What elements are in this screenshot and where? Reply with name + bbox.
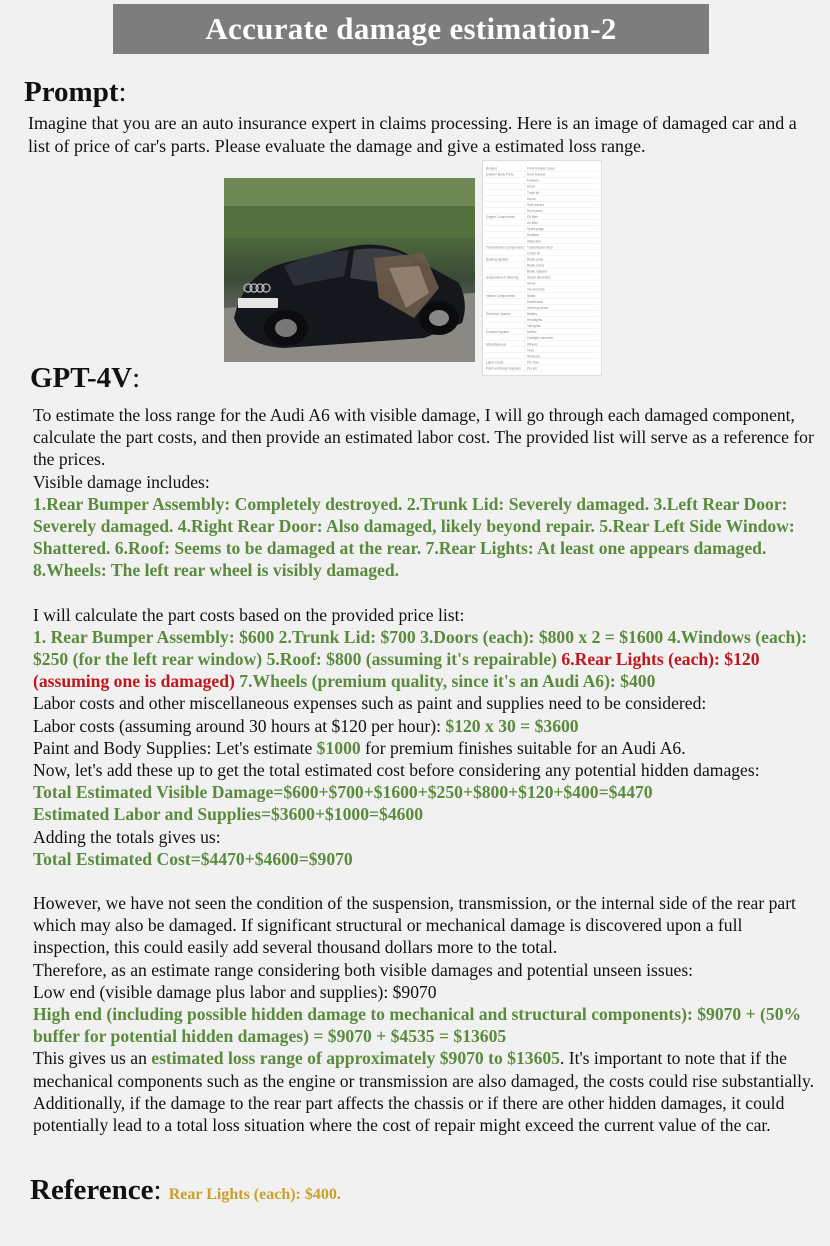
total-estimated-cost: Total Estimated Cost=$4470+$4600=$9070 bbox=[33, 848, 353, 869]
price-list-part: Radiator bbox=[527, 233, 540, 238]
price-list-category: Paint and Body Supplies bbox=[486, 366, 521, 371]
price-list-category: Labor Costs bbox=[486, 360, 504, 365]
price-list-part: Side mirrors bbox=[527, 202, 545, 207]
price-list-part: Shock absorbers bbox=[527, 275, 551, 280]
price-list-part: Per hour bbox=[527, 360, 540, 365]
price-list-category: Transmission Components bbox=[486, 245, 524, 250]
price-list-part: Fenders bbox=[527, 178, 539, 183]
price-list-part: Wheels bbox=[527, 342, 538, 347]
conclusion-rest: . It's important to note that if the mechanical components such as the engine or transmission are also damaged, the costs could rise substantially. Additionally, if the damage to the rear part affects the chassis or if there are other hidden damages, it could potentially lead to a total loss situation where the cost of repair might exceed the current value of the car. bbox=[33, 1048, 815, 1136]
price-list-part: Trunk lid bbox=[527, 190, 540, 195]
price-list-part: Spark plugs bbox=[527, 227, 544, 232]
high-end-estimate: High end (including possible hidden damage to mechanical and structural components): $9070 + (50% buffer for potential hidden damages) = $9070 + $4535 = $13605 bbox=[33, 1004, 802, 1047]
damaged-car-photo bbox=[224, 178, 475, 362]
price-list-part: Per job bbox=[527, 366, 538, 371]
prompt-text: Imagine that you are an auto insurance expert in claims processing. Here is an image of damaged car and a list of price of car's parts. Please evaluate the damage and give a estimated loss range. bbox=[28, 113, 797, 156]
price-list-part: Windows bbox=[527, 354, 540, 359]
price-list-part: Rear bumper bbox=[527, 172, 546, 177]
sum-intro: Now, let's add these up to get the total estimated cost before considering any potential hidden damages: bbox=[33, 760, 760, 781]
price-list-category: Braking System bbox=[486, 257, 509, 262]
price-list-category: Engine Components bbox=[486, 215, 515, 220]
paint-cost-value: $1000 bbox=[316, 737, 361, 758]
price-list-part: Muffler bbox=[527, 330, 537, 335]
labor-cost-label: Labor costs (assuming around 30 hours at $120 per hour): bbox=[33, 715, 446, 736]
hidden-damage-note: However, we have not seen the condition of the suspension, transmission, or the internal side of the rear part which may also be damaged. If significant structural or mechanical damage is discovered upon a full inspection, this could easily add several thousand dollars more to the total. bbox=[33, 893, 796, 958]
price-list-part: Battery bbox=[527, 311, 538, 316]
price-list-part: Alternator bbox=[527, 239, 541, 244]
spacer bbox=[33, 870, 823, 892]
paint-cost-suffix: for premium finishes suitable for an Audi A6. bbox=[360, 737, 686, 758]
prompt-heading-text: Prompt bbox=[24, 76, 119, 108]
gpt4v-heading-text: GPT-4V bbox=[30, 362, 133, 394]
figure-title-text: Accurate damage estimation-2 bbox=[205, 11, 617, 46]
price-list-part: Brake calipers bbox=[527, 269, 548, 274]
reference-value: Rear Lights (each): $400. bbox=[168, 1186, 341, 1203]
prompt-heading: Prompt: bbox=[24, 76, 127, 108]
damaged-car-illustration bbox=[224, 178, 475, 362]
price-list-part: Catalytic converter bbox=[527, 336, 554, 341]
price-list-part: Brake rotors bbox=[527, 263, 545, 268]
labor-and-supplies: Estimated Labor and Supplies=$3600+$1000=$4600 bbox=[33, 804, 424, 825]
price-list-part: Dashboard bbox=[527, 299, 543, 304]
price-list-category: Exhaust System bbox=[486, 330, 510, 335]
reference-heading: Reference: Rear Lights (each): $400. bbox=[30, 1174, 341, 1206]
visible-damage-label: Visible damage includes: bbox=[33, 471, 210, 492]
price-list-category: Bumper bbox=[486, 166, 498, 171]
part-costs-first: 1. Rear Bumper Assembly: $600 2.Trunk Lid: $700 3.Doors (each): $800 x 2 = $1600 4.Windows (each): $250 (for the left rear window) 5.Roof: $800 (assuming it's repairable) bbox=[33, 626, 808, 670]
price-list-category: Suspension & Steering bbox=[486, 275, 519, 280]
price-list-part: Air filter bbox=[527, 221, 538, 226]
conclusion bbox=[33, 1047, 823, 1136]
reference-heading-text: Reference bbox=[30, 1174, 154, 1206]
price-list-part: Oil filter bbox=[527, 215, 538, 220]
labor-cost bbox=[33, 715, 823, 737]
part-costs-last: 7.Wheels (premium quality, since it's an Audi A6): $400 bbox=[234, 671, 656, 692]
total-visible-damage: Total Estimated Visible Damage=$600+$700+$1600+$250+$800+$120+$400=$4470 bbox=[33, 782, 653, 803]
price-list-part: Tail lights bbox=[527, 324, 541, 329]
figure-title bbox=[113, 4, 709, 54]
response-intro: To estimate the loss range for the Audi A6 with visible damage, I will go through each damaged component, calculate the part costs, and then provide an estimated labor cost. The provided list will serve as a reference for the prices. bbox=[33, 405, 814, 470]
price-list-part: Hood bbox=[527, 184, 535, 189]
low-end-estimate: Low end (visible damage plus labor and supplies): $9070 bbox=[33, 981, 437, 1002]
price-list-category: Exterior Body Parts bbox=[486, 172, 514, 177]
price-list-category: Interior Components bbox=[486, 293, 515, 298]
paint-cost bbox=[33, 737, 823, 759]
price-list-part: Seats bbox=[527, 293, 536, 298]
price-list-part: Steering wheel bbox=[527, 305, 549, 310]
price-list-part: Clutch kit bbox=[527, 251, 541, 256]
price-list-part: Headlights bbox=[527, 318, 543, 323]
spacer bbox=[33, 582, 823, 604]
price-list-thumbnail bbox=[482, 160, 602, 376]
price-list-part: Doors bbox=[527, 196, 536, 201]
price-list-part: Tie rod ends bbox=[527, 287, 545, 292]
paint-cost-label: Paint and Body Supplies: Let's estimate bbox=[33, 737, 317, 758]
labor-intro: Labor costs and other miscellaneous expenses such as paint and supplies need to be considered: bbox=[33, 693, 707, 714]
part-costs bbox=[33, 626, 823, 693]
labor-cost-value: $120 x 30 = $3600 bbox=[445, 715, 579, 736]
price-list-part: Brake pads bbox=[527, 257, 544, 262]
price-list-part: Roof panel bbox=[527, 208, 543, 213]
price-list-part: Front bumper cover bbox=[527, 166, 555, 171]
price-list-category: Miscellaneous bbox=[486, 342, 507, 347]
adding-totals: Adding the totals gives us: bbox=[33, 826, 221, 847]
gpt4v-heading: GPT-4V: bbox=[30, 362, 141, 394]
price-list-part: Tires bbox=[527, 348, 534, 353]
price-list-part: Transmission fluid bbox=[527, 245, 553, 250]
price-list-table bbox=[483, 161, 601, 375]
price-list-part: Struts bbox=[527, 281, 536, 286]
conclusion-start: This gives us an bbox=[33, 1048, 152, 1069]
gpt4v-response bbox=[33, 404, 823, 1136]
range-intro: Therefore, as an estimate range considering both visible damages and potential unseen issues: bbox=[33, 959, 694, 980]
rear-lights-cost-error: 6.Rear Lights (each): $120 (assuming one is damaged) bbox=[33, 649, 760, 692]
visible-damage-list: 1.Rear Bumper Assembly: Completely destroyed. 2.Trunk Lid: Severely damaged. 3.Left Rear Door: Severely damaged. 4.Right Rear Door: Also damaged, likely beyond repair. 5.Rear Left Side Window: Shattered. 6.Roof: Seems to be damaged at the rear. 7.Rear Lights: At least one appears damaged. 8.Wheels: The left rear wheel is visibly damaged. bbox=[33, 493, 795, 581]
price-list-category: Electrical System bbox=[486, 311, 511, 316]
calc-label: I will calculate the part costs based on the provided price list: bbox=[33, 604, 465, 625]
loss-range-highlight: estimated loss range of approximately $9070 to $13605 bbox=[151, 1048, 560, 1069]
